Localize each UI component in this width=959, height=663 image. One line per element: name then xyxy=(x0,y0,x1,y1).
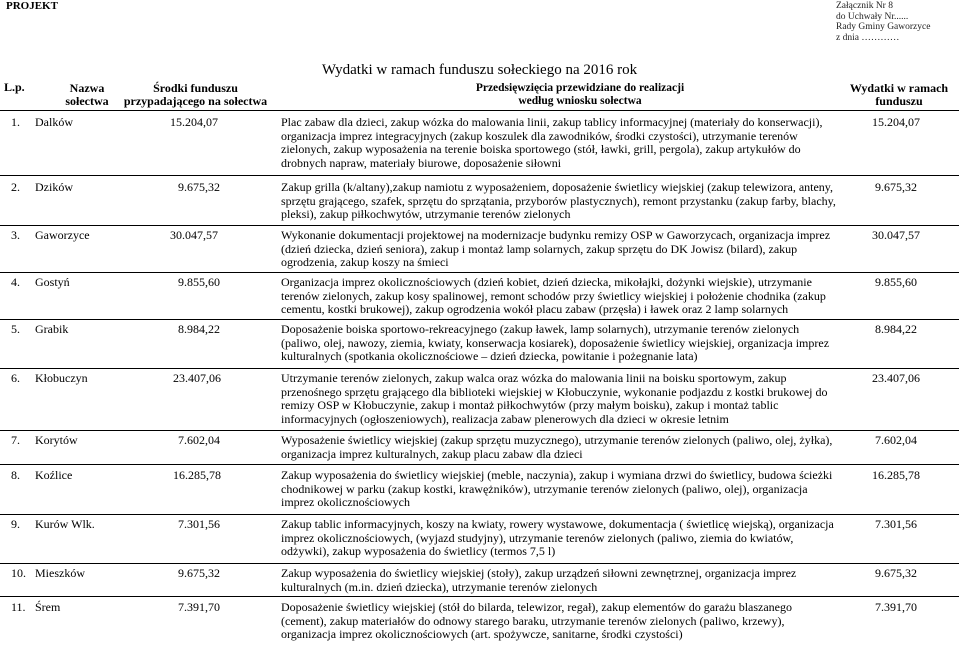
divider xyxy=(0,464,959,465)
column-header-line: według wniosku sołectwa xyxy=(518,95,642,107)
divider xyxy=(0,368,959,369)
fund-amount: 30.047,57 xyxy=(170,228,218,242)
column-header-line: Środki funduszu xyxy=(153,81,238,95)
expense-amount: 8.984,22 xyxy=(875,322,917,336)
divider xyxy=(0,319,959,320)
column-header-expenses xyxy=(845,82,953,108)
expense-amount: 7.391,70 xyxy=(875,600,917,614)
expense-amount: 16.285,78 xyxy=(872,468,920,482)
row-number: 5. xyxy=(11,322,20,336)
row-number: 11. xyxy=(11,600,26,614)
village-name: Korytów xyxy=(35,433,78,447)
column-header-line: sołectwa xyxy=(65,94,109,108)
village-name: Mieszków xyxy=(35,566,85,580)
divider xyxy=(0,225,959,226)
row-number: 7. xyxy=(11,433,20,447)
expense-amount: 7.602,04 xyxy=(875,433,917,447)
project-description: Zakup tablic informacyjnych, koszy na kwiaty, rowery wystawowe, dokumentacja ( świetlicę wiejską), organizacja imprez okolicznościowych, (wyjazd studyjny), utrzymanie terenów zielonych (paliwo, ziemia do kwiatów, odżywki), zakup wyposażenia do świetlicy (termos 7,5 l) xyxy=(281,517,834,558)
project-description: Plac zabaw dla dzieci, zakup wózka do malowania linii, zakup tablicy informacyjnej (materiały do konserwacji), organizacja imprez integracyjnych (zakup koszulek dla zawodników, środki czystości), utrzymanie terenów zielonych, zakup wyposażenia na terenie boiska sportowego (stół, ławki, grill, pergola), zakup artykułów do drobnych napraw, materiały biurowe, doposażenie siłowni xyxy=(281,115,823,170)
annex-line: Rady Gminy Gawor​zyce xyxy=(836,22,931,32)
fund-amount: 15.204,07 xyxy=(170,115,218,129)
project-label: PROJEKT xyxy=(6,0,58,12)
expense-amount: 23.407,06 xyxy=(872,371,920,385)
fund-amount: 7.391,70 xyxy=(178,600,220,614)
row-number: 2. xyxy=(11,180,20,194)
row-number: 4. xyxy=(11,275,20,289)
project-description: Doposażenie boiska sportowo-rekreacyjnego (zakup ławek, lamp solarnych), utrzymanie terenów zielonych (paliwo, olej, nawozy, ziemia, kwiaty, konserwacja kosiarek), doposażenie świetlicy wiejskiej, organizacja imprez kulturalnych (spotkania okolicznościowe – dzień dziecka, powitanie i pożegnanie lata) xyxy=(281,322,830,363)
project-description: Utrzymanie terenów zielonych, zakup walca oraz wózka do malowania linii na boisku sportowym, zakup przenośnego sprzętu grającego dla biblioteki wiejskiej w Kłobuczynie, wykonanie podjazdu z kostki brukowej do remizy OSP w Kłobuczynie, zakup i montaż piłkochwytów (przy małym boisku), zakup i montaż tablic informacyjnych (ogłoszeniowych), realizacja zabaw plenerowych dla dzieci w okresie letnim xyxy=(281,371,828,426)
project-description: Organizacja imprez okolicznościowych (dzień kobiet, dzień dziecka, mikołajki, dożynki wiejskie), utrzymanie terenów zielonych, zakup kosy spalinowej, remont schodów przy świetlicy wiejskiej i położenie chodnika (zakup cementu, kostki brukowej), zakup ogrodzenia wokół placu zabaw (przęsła) i ławek oraz 2 lamp solarnych xyxy=(281,275,826,316)
row-number: 1. xyxy=(11,115,20,129)
fund-amount: 16.285,78 xyxy=(173,468,221,482)
project-description: Wykonanie dokumentacji projektowej na modernizacje budynku remizy OSP w Gaworzycach, organizacja imprez (dzień dziecka, dzień seniora), zakup i montaż lamp solarnych, zakup sprzętu do DK Jowisz (bilard), zakup ogrodzenia, zakup koszy na śmieci xyxy=(281,228,831,269)
divider xyxy=(0,514,959,515)
project-description: Zakup grilla (k/altany),zakup namiotu z wyposażeniem, doposażenie świetlicy wiejskiej (zakup telewizora, anteny, sprzętu grającego, szafek, sprzętu do sprzątania, przyborów plastycznych), remont przystanku (zakup farby, blachy, pleksi), zakup piłkochwytów, utrzymanie terenów zielonych xyxy=(281,180,836,221)
village-name: Grabik xyxy=(35,322,69,336)
village-name: Kurów Wlk. xyxy=(35,517,95,531)
fund-amount: 23.407,06 xyxy=(173,371,221,385)
fund-amount: 9.675,32 xyxy=(178,566,220,580)
expense-amount: 15.204,07 xyxy=(872,115,920,129)
expense-amount: 9.855,60 xyxy=(875,275,917,289)
expense-amount: 30.047,57 xyxy=(872,228,920,242)
fund-amount: 9.855,60 xyxy=(178,275,220,289)
row-number: 8. xyxy=(11,468,20,482)
annex-line: do Uchwały Nr...... xyxy=(836,11,909,22)
row-number: 3. xyxy=(11,228,20,242)
annex-note xyxy=(836,1,930,43)
column-header-line: funduszu xyxy=(875,94,923,108)
column-header-line: Nazwa xyxy=(69,81,105,95)
column-header-name xyxy=(52,82,122,108)
divider xyxy=(0,110,959,111)
column-header-line: Przedsięwzięcia przewidziane do realizacji xyxy=(475,82,685,94)
village-name: Dzików xyxy=(35,180,73,194)
project-description: Wyposażenie świetlicy wiejskiej (zakup sprzętu muzycznego), utrzymanie terenów zielonych (paliwo, olej, żyłka), organizacja imprez kulturalnych, zakup placu zabaw dla dzieci xyxy=(281,433,833,461)
row-number: 10. xyxy=(11,566,26,580)
divider xyxy=(0,563,959,564)
row-number: 6. xyxy=(11,371,20,385)
village-name: Gostyń xyxy=(35,275,70,289)
project-description: Doposażenie świetlicy wiejskiej (stół do bilarda, telewizor, regał), zakup elementów do garażu blaszanego (cement), zakup materiałów do odnowy starego baraku, utrzymanie terenów zielonych (paliwo, krzewy), organizacja imprez okolicznościowych (art. spożywcze, sanitarne, środki czystości) xyxy=(281,600,792,641)
divider xyxy=(0,175,959,176)
column-header-line: przypadającego na sołectwa xyxy=(123,94,268,108)
row-number: 9. xyxy=(11,517,20,531)
fund-amount: 7.301,56 xyxy=(178,517,220,531)
fund-amount: 7.602,04 xyxy=(178,433,220,447)
village-name: Gaworzyce xyxy=(35,228,90,242)
expense-amount: 7.301,56 xyxy=(875,517,917,531)
project-description: Zakup wyposażenia do świetlicy wiejskiej (stoły), zakup urządzeń siłowni zewnętrznej, organizacja imprez kulturalnych (m.in. dzień dziecka), utrzymanie terenów zielonych xyxy=(281,566,797,594)
divider xyxy=(0,272,959,273)
expense-amount: 9.675,32 xyxy=(875,566,917,580)
expense-amount: 9.675,32 xyxy=(875,180,917,194)
village-name: Koźlice xyxy=(35,468,73,482)
column-header-lp: L.p. xyxy=(4,80,25,94)
fund-amount: 9.675,32 xyxy=(178,180,220,194)
column-header-projects xyxy=(410,82,750,108)
annex-line: z dnia ………… xyxy=(836,32,900,43)
divider xyxy=(0,596,959,597)
divider xyxy=(0,430,959,431)
fund-amount: 8.984,22 xyxy=(178,322,220,336)
project-description: Zakup wyposażenia do świetlicy wiejskiej (meble, naczynia), zakup i wymiana drzwi do świetlicy, budowa ścieżki chodnikowej w parku (zakup kostki, krawężników), utrzymanie terenów zielonych (paliwo, olej), organizacja imprez okolicznościowych xyxy=(281,468,833,509)
village-name: Kłobuczyn xyxy=(35,371,88,385)
column-header-funds xyxy=(118,82,273,108)
document-title: Wydatki w ramach funduszu sołeckiego na 2016 rok xyxy=(321,62,638,78)
column-header-line: Wydatki w ramach xyxy=(849,81,949,95)
village-name: Dalków xyxy=(35,115,73,129)
annex-line: Załącznik Nr 8 xyxy=(836,1,893,11)
village-name: Śrem xyxy=(35,600,61,614)
